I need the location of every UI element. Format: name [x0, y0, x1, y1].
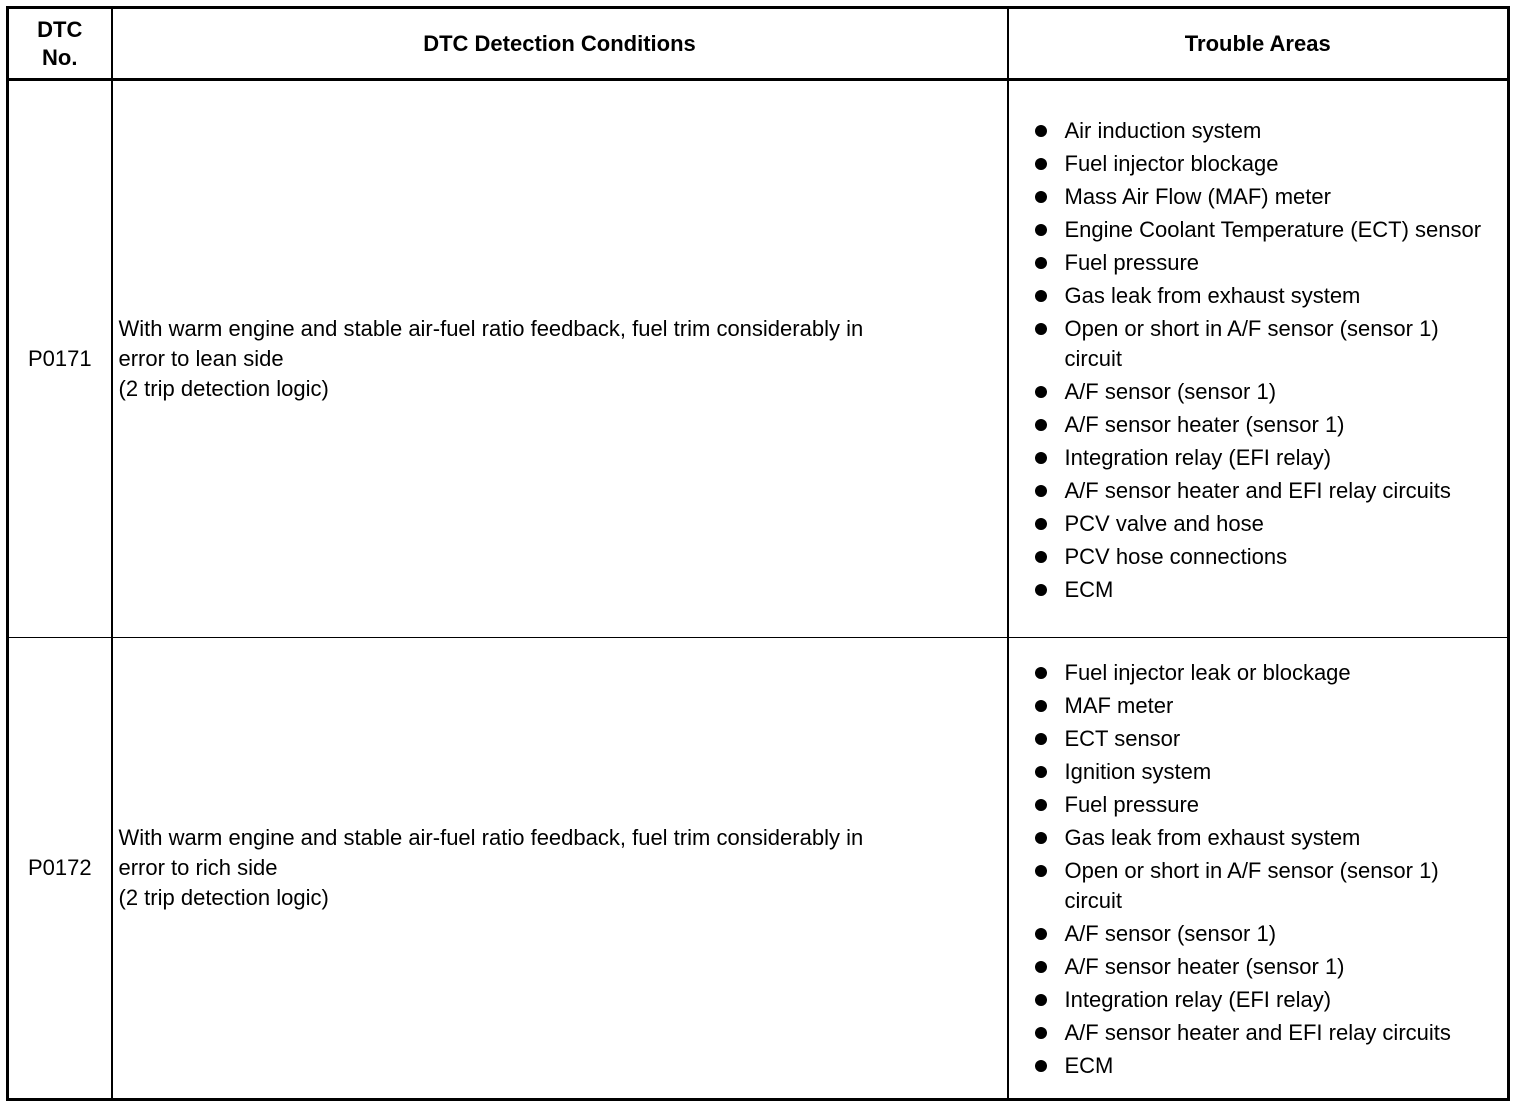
trouble-area-item [1033, 985, 1498, 1015]
condition-line: With warm engine and stable air-fuel ratio feedback, fuel trim considerably in [118, 825, 864, 850]
condition-line: error to lean side [118, 346, 284, 371]
bullet-icon [1035, 224, 1047, 236]
trouble-area-text: ECT sensor [1064, 725, 1181, 751]
bullet-icon [1035, 125, 1047, 137]
bullet-icon [1035, 928, 1047, 940]
bullet-icon [1035, 733, 1047, 745]
trouble-area-item [1033, 757, 1498, 787]
bullet-icon [1035, 865, 1047, 877]
bullet-icon [1035, 667, 1047, 679]
trouble-area-item [1033, 724, 1498, 754]
trouble-area-item [1033, 443, 1498, 473]
trouble-area-text: Gas leak from exhaust system [1064, 824, 1361, 850]
header-row [8, 8, 1509, 80]
trouble-area-item [1033, 182, 1498, 212]
condition-line: error to rich side [118, 855, 278, 880]
dtc-code: P0171 [27, 346, 92, 371]
trouble-area-item [1033, 919, 1498, 949]
trouble-area-text: Fuel pressure [1064, 791, 1200, 817]
trouble-areas-cell [1008, 80, 1509, 638]
trouble-area-text: PCV valve and hose [1064, 510, 1264, 536]
trouble-area-item [1033, 952, 1498, 982]
trouble-area-text: A/F sensor heater (sensor 1) [1064, 953, 1345, 979]
dtc-table [6, 6, 1510, 1101]
trouble-area-text: Open or short in A/F sensor (sensor 1) circuit [1064, 857, 1439, 913]
trouble-area-item [1033, 856, 1498, 916]
dtc-no-cell [8, 80, 112, 638]
table-body [8, 80, 1509, 1100]
trouble-area-item [1033, 509, 1498, 539]
trouble-areas-list [1033, 658, 1498, 1081]
bullet-icon [1035, 485, 1047, 497]
trouble-area-text: MAF meter [1064, 692, 1174, 718]
bullet-icon [1035, 799, 1047, 811]
bullet-icon [1035, 386, 1047, 398]
trouble-area-text: A/F sensor heater (sensor 1) [1064, 411, 1345, 437]
bullet-icon [1035, 551, 1047, 563]
trouble-area-item [1033, 116, 1498, 146]
trouble-area-text: Fuel pressure [1064, 249, 1200, 275]
trouble-area-item [1033, 476, 1498, 506]
header-trouble-areas-label: Trouble Areas [1184, 30, 1331, 56]
bullet-icon [1035, 290, 1047, 302]
bullet-icon [1035, 518, 1047, 530]
header-detection-conditions [112, 8, 1008, 80]
table-row [8, 638, 1509, 1100]
trouble-area-item [1033, 1018, 1498, 1048]
bullet-icon [1035, 158, 1047, 170]
trouble-area-item [1033, 149, 1498, 179]
trouble-area-text: ECM [1064, 1052, 1114, 1078]
trouble-area-text: Fuel injector leak or blockage [1064, 659, 1351, 685]
bullet-icon [1035, 419, 1047, 431]
trouble-area-item [1033, 314, 1498, 374]
trouble-area-item [1033, 691, 1498, 721]
bullet-icon [1035, 994, 1047, 1006]
trouble-area-item [1033, 575, 1498, 605]
trouble-areas-cell [1008, 638, 1509, 1100]
bullet-icon [1035, 257, 1047, 269]
table-header [8, 8, 1509, 80]
trouble-area-text: A/F sensor (sensor 1) [1064, 920, 1277, 946]
bullet-icon [1035, 766, 1047, 778]
trouble-area-item [1033, 542, 1498, 572]
trouble-area-item [1033, 410, 1498, 440]
trouble-area-text: ECM [1064, 576, 1114, 602]
trouble-area-text: PCV hose connections [1064, 543, 1288, 569]
trouble-area-item [1033, 1051, 1498, 1081]
header-dtc-no [8, 8, 112, 80]
trouble-areas-list [1033, 116, 1498, 605]
trouble-area-item [1033, 281, 1498, 311]
bullet-icon [1035, 961, 1047, 973]
trouble-area-text: Air induction system [1064, 117, 1262, 143]
trouble-area-text: Engine Coolant Temperature (ECT) sensor [1064, 216, 1482, 242]
trouble-area-text: A/F sensor heater and EFI relay circuits [1064, 477, 1451, 503]
trouble-area-text: Mass Air Flow (MAF) meter [1064, 183, 1331, 209]
trouble-area-text: Ignition system [1064, 758, 1212, 784]
trouble-area-item [1033, 790, 1498, 820]
trouble-area-text: Integration relay (EFI relay) [1064, 986, 1332, 1012]
trouble-area-text: A/F sensor heater and EFI relay circuits [1064, 1019, 1451, 1045]
trouble-area-text: Open or short in A/F sensor (sensor 1) circuit [1064, 315, 1439, 371]
detection-conditions-cell [112, 638, 1008, 1100]
condition-line: (2 trip detection logic) [118, 885, 329, 910]
bullet-icon [1035, 323, 1047, 335]
detection-conditions-cell [112, 80, 1008, 638]
trouble-area-item [1033, 658, 1498, 688]
bullet-icon [1035, 700, 1047, 712]
header-dtc-no-label: DTC No. [37, 16, 83, 70]
condition-line: (2 trip detection logic) [118, 376, 329, 401]
bullet-icon [1035, 1060, 1047, 1072]
trouble-area-item [1033, 215, 1498, 245]
bullet-icon [1035, 452, 1047, 464]
header-detection-conditions-label: DTC Detection Conditions [423, 30, 696, 56]
bullet-icon [1035, 584, 1047, 596]
table-row [8, 80, 1509, 638]
bullet-icon [1035, 832, 1047, 844]
trouble-area-text: Gas leak from exhaust system [1064, 282, 1361, 308]
dtc-no-cell [8, 638, 112, 1100]
trouble-area-text: Integration relay (EFI relay) [1064, 444, 1332, 470]
trouble-area-item [1033, 377, 1498, 407]
trouble-area-item [1033, 823, 1498, 853]
trouble-area-text: Fuel injector blockage [1064, 150, 1279, 176]
bullet-icon [1035, 1027, 1047, 1039]
bullet-icon [1035, 191, 1047, 203]
dtc-code: P0172 [27, 855, 92, 880]
trouble-area-item [1033, 248, 1498, 278]
header-trouble-areas [1008, 8, 1509, 80]
condition-line: With warm engine and stable air-fuel ratio feedback, fuel trim considerably in [118, 316, 864, 341]
trouble-area-text: A/F sensor (sensor 1) [1064, 378, 1277, 404]
